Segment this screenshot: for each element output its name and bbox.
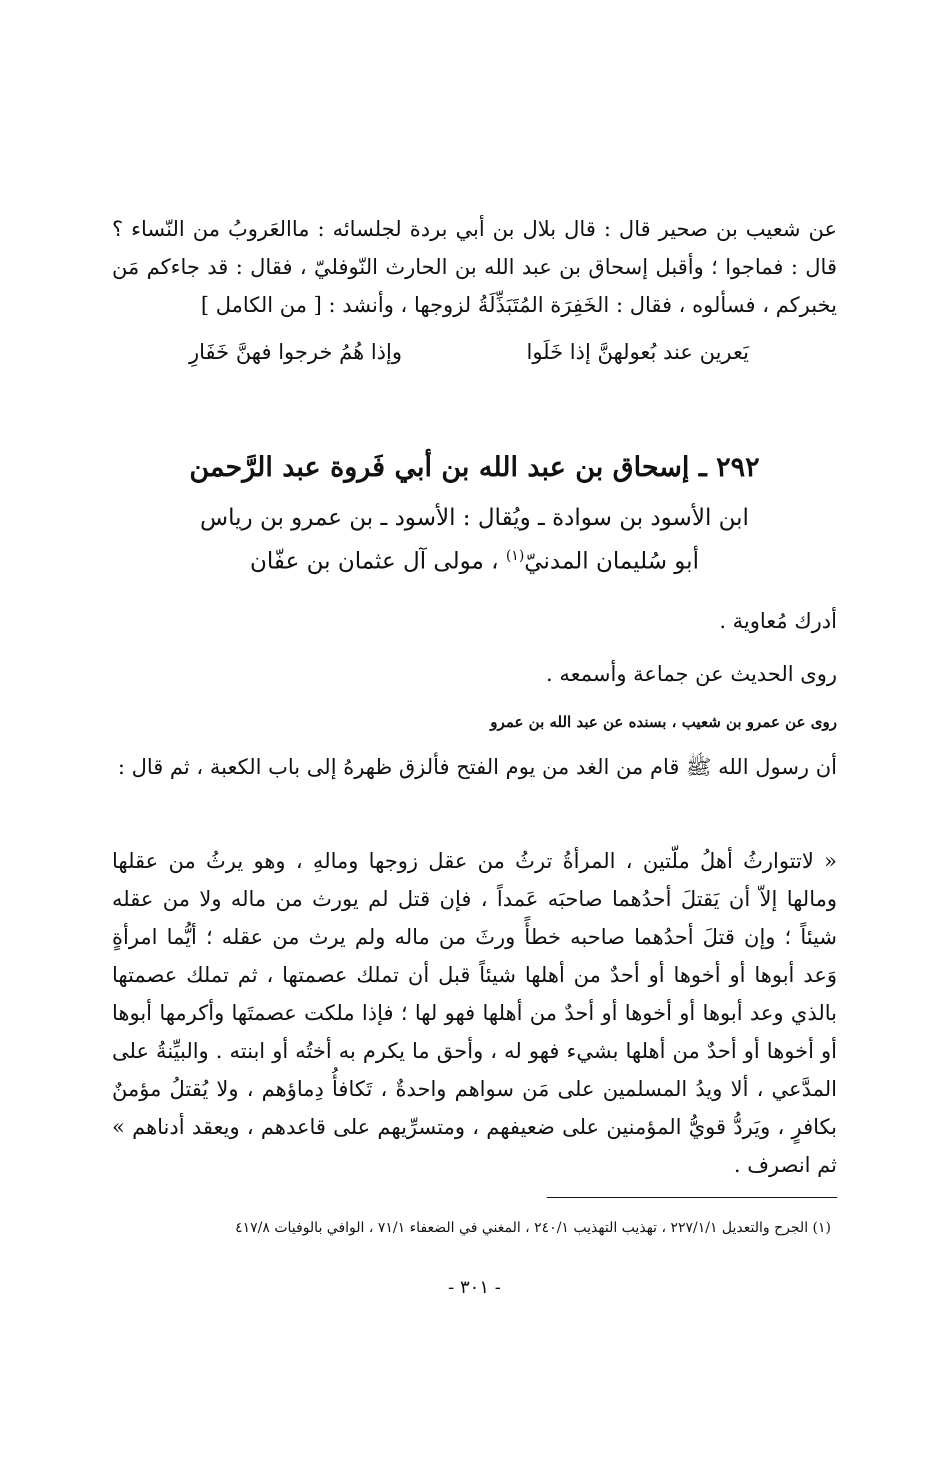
verse-first-hemistich: يَعرين عند بُعولهنَّ إذا خَلَوا <box>526 340 749 364</box>
kunya-tail-text: ، مولى آل عثمان بن عفّان <box>250 548 506 575</box>
intro-paragraph: عن شعيب بن صحير قال : قال بلال بن أبي بردة لجلسائه : ماالعَروبُ من النّساء ؟ قال : فماجوا ؛ وأقبل إسحاق بن عبد الله بن الحارث النّوفليّ ، فقال : قد جاءكم مَن يخبركم ، فسألوه ، فقال : الخَفِرَة المُتَبَذِّلَةُ لزوجها ، وأنشد : [ من الكامل ] <box>112 217 837 317</box>
page-number: - ٣٠١ - <box>448 1277 501 1298</box>
poetry-verse <box>189 340 749 364</box>
kunya-text: أبو سُليمان المدنيّ <box>524 548 699 575</box>
footnote-divider <box>547 1197 837 1198</box>
entry-subtitle-lineage: ابن الأسود بن سوادة ـ ويُقال : الأسود ـ بن عمرو بن رياس <box>200 505 749 531</box>
hadith-quote: « لاتتوارثُ أهلُ ملّتين ، المرأةُ ترثُ من عقل زوجها ومالهِ ، وهو يرثُ من عقلها ومالها إلاّ أن يَقتلَ أحدُهما صاحبَه عَمداً ، فإن قتل لم يورث من ماله ولا من عقله شيئاً ؛ وإن قتلَ أحدُهما صاحبه خطأً ورثَ من ماله ولم يرث من عقله ؛ أيُّما امرأةٍ وَعد أبوها أو أخوها أو أحدٌ من أهلها شيئاً قبل أن تملك عصمتها ، ثم تملك عصمتها بالذي وعد أبوها أو أخوها أو أحدٌ من أهلها فهو لها ؛ فإذا ملكت عصمتَها وأكرمها أبوها أو أخوها أو أحدٌ من أهلها بشيء فهو له ، وأحق ما يكرم به أختُه أو ابنته . والبيِّنةُ على المدَّعي ، ألا ويدُ المسلمين على مَن سواهم واحدةٌ ، تَكافأُ دِماؤهم ، ولا يُقتلُ مؤمنٌ بكافرٍ ، ويَردُّ قويُّ المؤمنين على ضعيفهم ، ومتسرِّيهم على قاعدهم ، ويعقد أدناهم » ثم انصرف . <box>112 849 837 1177</box>
entry-subtitle-kunya <box>0 548 949 575</box>
text-line-met-muawiya: أدرك مُعاوية . <box>719 609 837 633</box>
hadith-intro: أن رسول الله ﷺ قام من الغد من يوم الفتح فألزق ظهرهُ إلى باب الكعبة ، ثم قال : <box>117 755 837 779</box>
verse-second-hemistich: وإذا هُمُ خرجوا فهنَّ خَفَارِ <box>189 340 402 364</box>
text-line-narrated: روى الحديث عن جماعة وأسمعه . <box>546 662 837 686</box>
entry-title: ٢٩٢ ـ إسحاق بن عبد الله بن أبي فَروة عبد الرَّحمن <box>189 452 760 483</box>
footnote-reference: (١) <box>505 548 525 564</box>
footnote-text: (١) الجرح والتعديل ٢٢٧/١/١ ، تهذيب التهذيب ٢٤٠/١ ، المغني في الضعفاء ٧١/١ ، الوافي بالوفيات ٤١٧/٨ <box>235 1220 831 1236</box>
hadith-isnad: روى عن عمرو بن شعيب ، بسنده عن عبد الله بن عمرو <box>490 713 837 731</box>
